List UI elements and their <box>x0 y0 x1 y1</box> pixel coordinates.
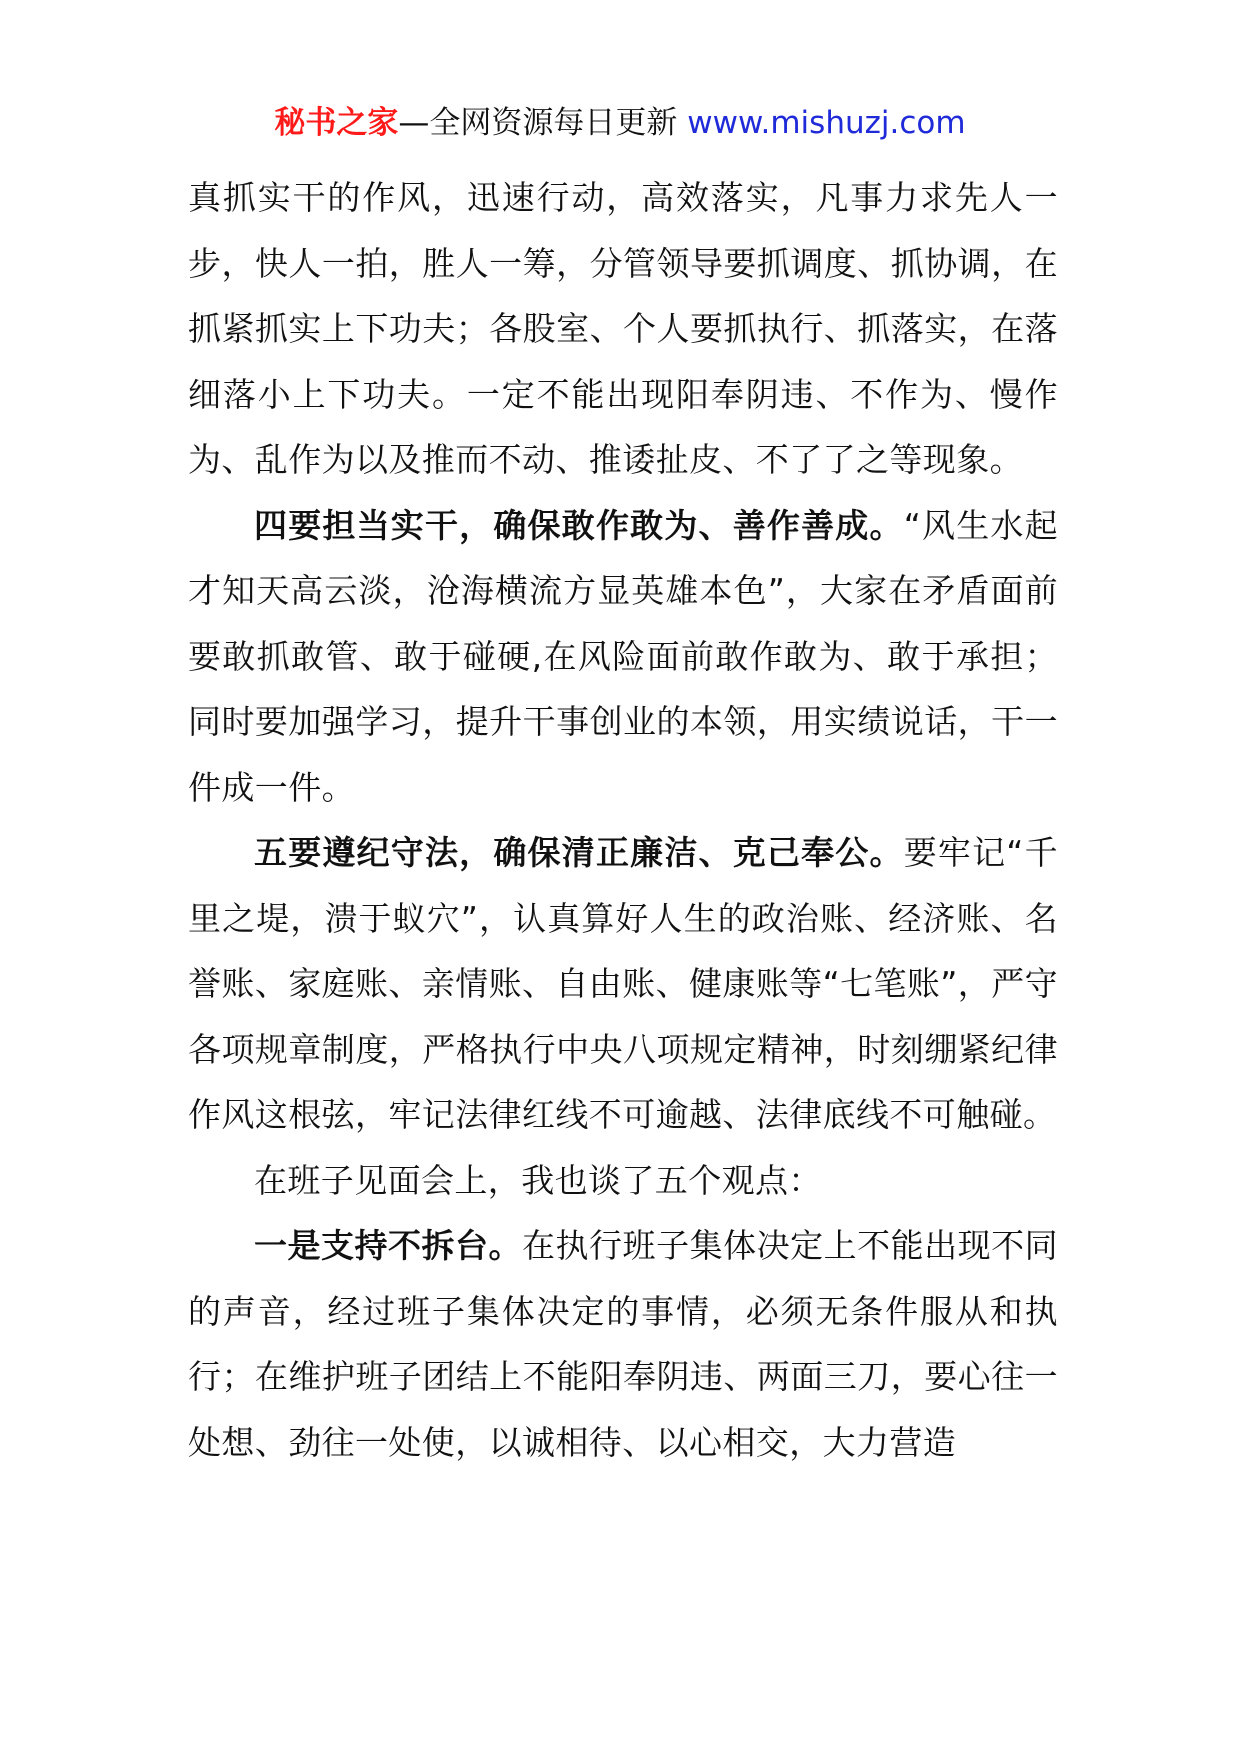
paragraph-point-four <box>188 493 1058 821</box>
paragraph-point-five <box>188 820 1058 1148</box>
paragraph-text: 在执行班子集体决定上不能出现不同的声音，经过班子集体决定的事情，必须无条件服从和执行；在维护班子团结上不能阳奉阴违、两面三刀，要心往一处想、劲往一处使，以诚相待、以心相交，大力营造 <box>188 1226 1059 1462</box>
paragraph-continued <box>188 165 1058 493</box>
brand-name: 秘书之家 <box>274 105 399 141</box>
page-header <box>0 100 1240 146</box>
paragraph-heading: 四要担当实干，确保敢作敢为、善作善成。 <box>254 505 904 545</box>
paragraph-text: 真抓实干的作风，迅速行动，高效落实，凡事力求先人一步，快人一拍，胜人一筹，分管领导要抓调度、抓协调，在抓紧抓实上下功夫；各股室、个人要抓执行、抓落实，在落细落小上下功夫。一定不能出现阳奉阴违、不作为、慢作为、乱作为以及推而不动、推诿扯皮、不了了之等现象。 <box>188 178 1058 479</box>
paragraph-heading: 五要遵纪守法，确保清正廉洁、克己奉公。 <box>254 833 904 872</box>
paragraph-text: 在班子见面会上，我也谈了五个观点： <box>254 1160 822 1200</box>
paragraph-intro <box>188 1148 1058 1214</box>
paragraph-heading: 一是支持不拆台。 <box>254 1226 523 1265</box>
site-url-link[interactable]: www.mishuzj.com <box>687 105 966 141</box>
document-body <box>188 165 1058 1475</box>
header-tagline: —全网资源每日更新 <box>398 105 678 141</box>
paragraph-view-one <box>188 1213 1058 1475</box>
paragraph-text: “风生水起才知天高云淡，沧海横流方显英雄本色”，大家在矛盾面前要敢抓敢管、敢于碰硬,在风险面前敢作敢为、敢于承担；同时要加强学习，提升干事创业的本领，用实绩说话，干一件成一件。 <box>188 505 1058 807</box>
paragraph-text: 要牢记“千里之堤，溃于蚁穴”，认真算好人生的政治账、经济账、名誉账、家庭账、亲情账、自由账、健康账等“七笔账”，严守各项规章制度，严格执行中央八项规定精神，时刻绷紧纪律作风这根弦，牢记法律红线不可逾越、法律底线不可触碰。 <box>188 833 1058 1134</box>
